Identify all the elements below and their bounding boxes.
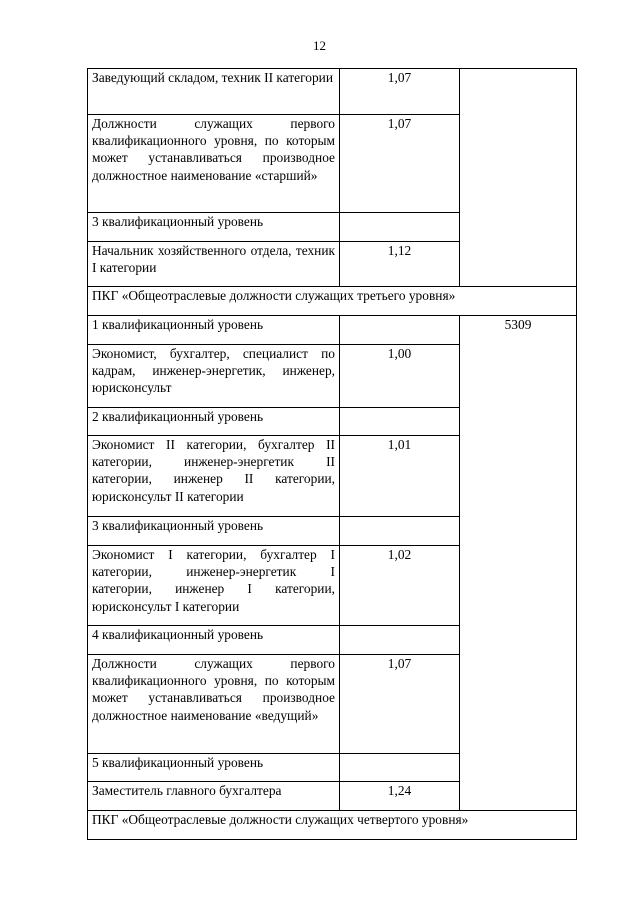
position-name: Должности служащих первого квалификационного уровня, по которым может устанавливаться производное должностное наименование «старший»: [88, 115, 340, 213]
coefficient-cell: [340, 517, 460, 546]
position-name: Заместитель главного бухгалтера: [88, 782, 340, 811]
qualification-level-row: [88, 316, 577, 345]
qualification-level-name: 5 квалификационный уровень: [88, 754, 340, 782]
base-salary-cell: 5309: [460, 316, 577, 811]
position-name: Экономист, бухгалтер, специалист по кадрам, инженер-энергетик, инженер, юрисконсульт: [88, 345, 340, 408]
qualification-level-name: 3 квалификационный уровень: [88, 517, 340, 546]
page-number: 12: [313, 38, 326, 53]
position-name: Экономист II категории, бухгалтер II категории, инженер-энергетик II категории, инженер II категории, юрисконсульт II категории: [88, 436, 340, 517]
coefficient-cell: 1,24: [340, 782, 460, 811]
coefficient-cell: [340, 408, 460, 436]
coefficient-cell: [340, 754, 460, 782]
coefficient-cell: 1,07: [340, 655, 460, 754]
group-header: ПКГ «Общеотраслевые должности служащих четвертого уровня»: [88, 811, 577, 840]
coefficient-cell: [340, 316, 460, 345]
salary-coefficient-table: [87, 68, 577, 840]
qualification-level-name: 3 квалификационный уровень: [88, 213, 340, 242]
coefficient-cell: 1,12: [340, 242, 460, 287]
group-header: ПКГ «Общеотраслевые должности служащих третьего уровня»: [88, 287, 577, 316]
group-header-row: [88, 811, 577, 840]
group-header-row: [88, 287, 577, 316]
base-salary-cell: [460, 69, 577, 287]
coefficient-cell: [340, 626, 460, 655]
position-name: Заведующий складом, техник II категории: [88, 69, 340, 115]
position-name: Начальник хозяйственного отдела, техник I категории: [88, 242, 340, 287]
position-name: Экономист I категории, бухгалтер I категории, инженер-энергетик I категории, инженер I категории, юрисконсульт I категории: [88, 546, 340, 626]
qualification-level-name: 1 квалификационный уровень: [88, 316, 340, 345]
position-row: [88, 69, 577, 115]
coefficient-cell: 1,07: [340, 115, 460, 213]
coefficient-cell: 1,02: [340, 546, 460, 626]
coefficient-cell: 1,01: [340, 436, 460, 517]
position-name: Должности служащих первого квалификационного уровня, по которым может устанавливаться производное должностное наименование «ведущий»: [88, 655, 340, 754]
coefficient-cell: 1,00: [340, 345, 460, 408]
qualification-level-name: 4 квалификационный уровень: [88, 626, 340, 655]
coefficient-cell: 1,07: [340, 69, 460, 115]
qualification-level-name: 2 квалификационный уровень: [88, 408, 340, 436]
coefficient-cell: [340, 213, 460, 242]
